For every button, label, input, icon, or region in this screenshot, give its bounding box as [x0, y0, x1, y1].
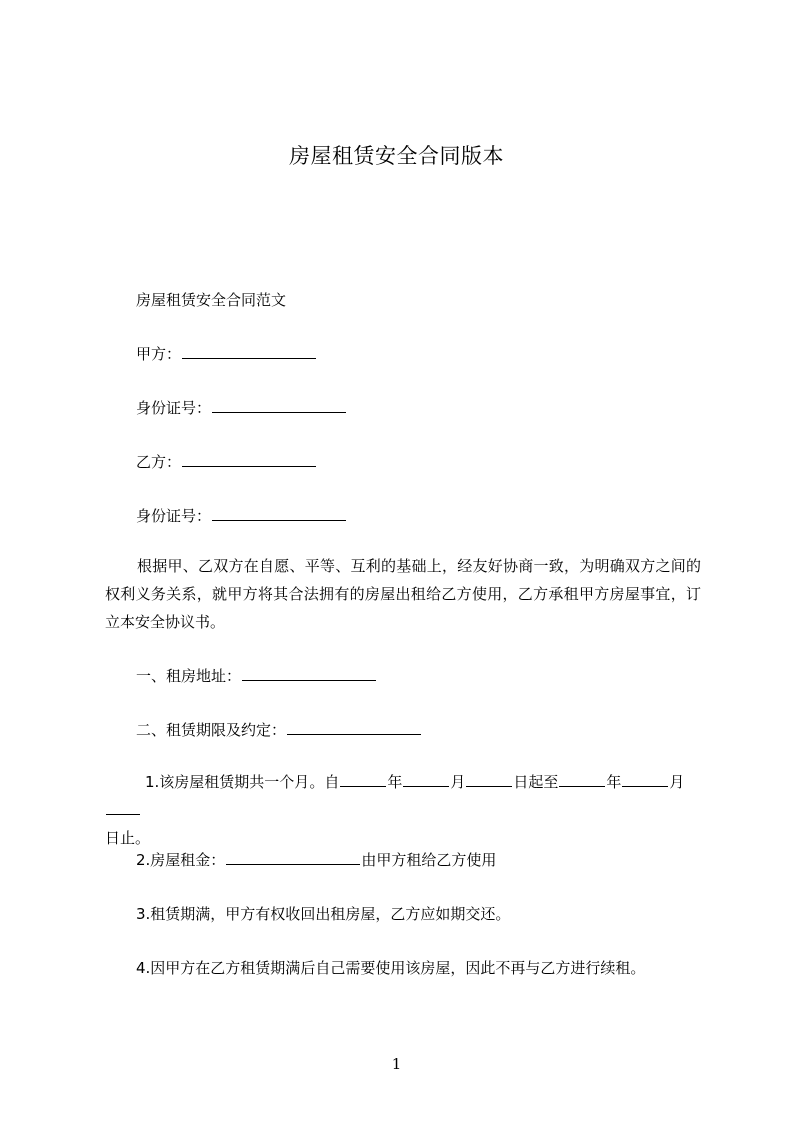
start-day-blank: [466, 772, 512, 787]
end-month-blank: [622, 772, 668, 787]
party-a-blank: [182, 344, 316, 359]
party-b-id-blank: [212, 506, 346, 521]
end-day-blank: [106, 800, 140, 815]
section-2-label: 二、租赁期限及约定：: [136, 721, 287, 739]
page-number: 1: [391, 1055, 402, 1073]
party-a-id-blank: [212, 398, 346, 413]
party-a-label: 甲方：: [136, 345, 182, 363]
item-1-paragraph: [105, 768, 701, 852]
item-1-year-1: 年: [387, 773, 403, 791]
address-blank: [242, 666, 376, 681]
party-b-line: [136, 452, 317, 472]
party-b-blank: [182, 452, 316, 467]
item-3: 3.租赁期满，甲方有权收回出租房屋，乙方应如期交还。: [136, 905, 511, 923]
item-2-prefix: 2.房屋租金：: [136, 851, 226, 869]
section-2-line: [136, 720, 422, 740]
party-a-id-line: [136, 398, 347, 418]
party-a-id-label: 身份证号：: [136, 399, 212, 417]
party-b-label: 乙方：: [136, 453, 182, 471]
party-b-id-label: 身份证号：: [136, 507, 212, 525]
start-year-blank: [340, 772, 386, 787]
item-1-prefix: 1.该房屋租赁期共一个月。自: [145, 773, 340, 791]
item-2-suffix: 由甲方租给乙方使用: [361, 851, 497, 869]
intro-paragraph: 根据甲、乙双方在自愿、平等、互利的基础上，经友好协商一致，为明确双方之间的权利义务关系，就甲方将其合法拥有的房屋出租给乙方使用，乙方承租甲方房屋事宜，订立本安全协议书。: [105, 557, 701, 631]
item-1-month-2: 月: [669, 773, 685, 791]
section-1-label: 一、租房地址：: [136, 667, 242, 685]
item-2-line: [136, 850, 496, 870]
item-1-month-1: 月: [450, 773, 466, 791]
contract-subtitle: 房屋租赁安全合同范文: [136, 291, 287, 309]
start-month-blank: [403, 772, 449, 787]
rent-blank: [226, 850, 360, 865]
item-1-day-from: 日起至: [513, 773, 559, 791]
end-year-blank: [559, 772, 605, 787]
term-blank: [287, 720, 421, 735]
item-1-year-2: 年: [606, 773, 622, 791]
page-title: 房屋租赁安全合同版本: [289, 144, 504, 168]
party-a-line: [136, 344, 317, 364]
item-4: 4.因甲方在乙方租赁期满后自己需要使用该房屋，因此不再与乙方进行续租。: [136, 959, 646, 977]
party-b-id-line: [136, 506, 347, 526]
item-1-end: 日止。: [105, 829, 151, 847]
section-1-line: [136, 666, 377, 686]
